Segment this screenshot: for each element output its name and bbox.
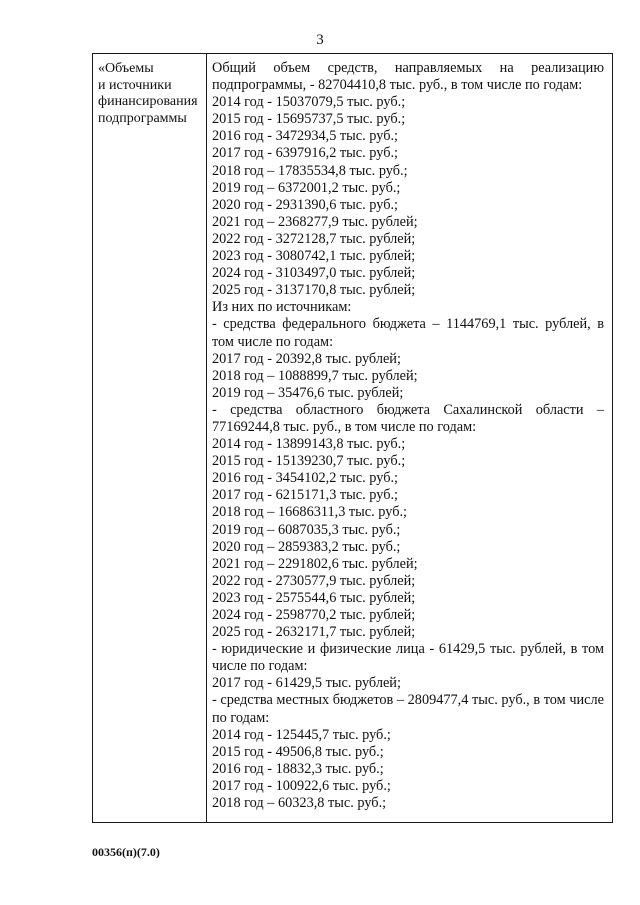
total-year-line: 2022 год - 3272128,7 тыс. рублей; — [212, 230, 416, 247]
federal-year-line: 2019 год – 35476,6 тыс. рублей; — [212, 384, 404, 401]
total-year-line: 2024 год - 3103497,0 тыс. рублей; — [212, 265, 416, 282]
regional-year-line: 2018 год – 16686311,3 тыс. руб.; — [212, 504, 408, 521]
regional-budget-header: - средства областного бюджета Сахалинской области – 77169244,8 тыс. руб., в том числе по годам: — [212, 401, 604, 435]
total-year-line: 2018 год – 17835534,8 тыс. руб.; — [212, 162, 408, 179]
regional-year-line: 2020 год – 2859383,2 тыс. руб.; — [212, 538, 401, 555]
regional-year-line: 2015 год - 15139230,7 тыс. руб.; — [212, 453, 406, 470]
federal-year-line: 2017 год - 20392,8 тыс. рублей; — [212, 350, 401, 367]
funding-table — [92, 53, 613, 823]
total-year-line: 2025 год - 3137170,8 тыс. рублей; — [212, 282, 416, 299]
federal-year-line: 2018 год – 1088899,7 тыс. рублей; — [212, 367, 418, 384]
regional-year-line: 2024 год - 2598770,2 тыс. рублей; — [212, 607, 416, 623]
local-year-line: 2014 год - 125445,7 тыс. руб.; — [212, 726, 391, 743]
total-volume-intro: Общий объем средств, направляемых на реализацию подпрограммы, - 82704410,8 тыс. руб., в том числе по годам: — [212, 60, 604, 94]
regional-year-line: 2017 год - 6215171,3 тыс. руб.; — [212, 487, 399, 504]
regional-year-line: 2022 год - 2730577,9 тыс. рублей; — [212, 572, 416, 589]
total-year-line: 2014 год - 15037079,5 тыс. руб.; — [212, 94, 406, 111]
label-cell — [93, 54, 207, 823]
legal-year-line: 2017 год - 61429,5 тыс. рублей; — [212, 675, 401, 692]
total-year-line: 2019 год – 6372001,2 тыс. руб.; — [212, 179, 401, 196]
federal-budget-header: - средства федерального бюджета – 1144769,1 тыс. рублей, в том числе по годам: — [212, 316, 604, 350]
regional-year-line: 2025 год - 2632171,7 тыс. рублей; — [212, 624, 416, 641]
total-year-line: 2020 год - 2931390,6 тыс. руб.; — [212, 196, 399, 213]
regional-year-line: 2021 год – 2291802,6 тыс. рублей; — [212, 555, 418, 572]
total-year-line: 2021 год – 2368277,9 тыс. рублей; — [212, 213, 418, 230]
label-line: финансирования — [98, 94, 198, 109]
document-code: 00356(п)(7.0) — [92, 845, 160, 859]
total-year-line: 2017 год - 6397916,2 тыс. руб.; — [212, 145, 399, 162]
label-line: и источники — [98, 77, 172, 93]
funding-row — [93, 54, 613, 823]
legal-entities-header: - юридические и физические лица - 61429,5 тыс. рублей, в том числе по годам: — [212, 641, 604, 675]
local-year-line: 2015 год - 49506,8 тыс. руб.; — [212, 743, 384, 760]
total-year-line: 2015 год - 15695737,5 тыс. руб.; — [212, 111, 406, 128]
label-line: подпрограммы — [98, 110, 187, 126]
total-year-line: 2023 год - 3080742,1 тыс. рублей; — [212, 248, 416, 265]
regional-year-line: 2016 год - 3454102,2 тыс. руб.; — [212, 470, 399, 487]
local-year-line: 2018 год – 60323,8 тыс. руб.; — [212, 795, 387, 812]
page-number: 3 — [316, 32, 324, 48]
local-budget-header: - средства местных бюджетов – 2809477,4 тыс. руб., в том числе по годам: — [212, 692, 604, 726]
regional-year-line: 2019 год – 6087035,3 тыс. руб.; — [212, 521, 401, 538]
total-year-line: 2016 год - 3472934,5 тыс. руб.; — [212, 128, 399, 145]
local-year-line: 2016 год - 18832,3 тыс. руб.; — [212, 760, 384, 777]
local-year-line: 2017 год - 100922,6 тыс. руб.; — [212, 777, 391, 794]
content-cell — [207, 54, 613, 823]
sources-header: Из них по источникам: — [212, 299, 352, 316]
regional-year-line: 2023 год - 2575544,6 тыс. рублей; — [212, 589, 416, 606]
regional-year-line: 2014 год - 13899143,8 тыс. руб.; — [212, 436, 406, 453]
label-line: «Объемы — [98, 61, 154, 76]
funding-content — [207, 54, 612, 812]
funding-label — [93, 54, 206, 127]
